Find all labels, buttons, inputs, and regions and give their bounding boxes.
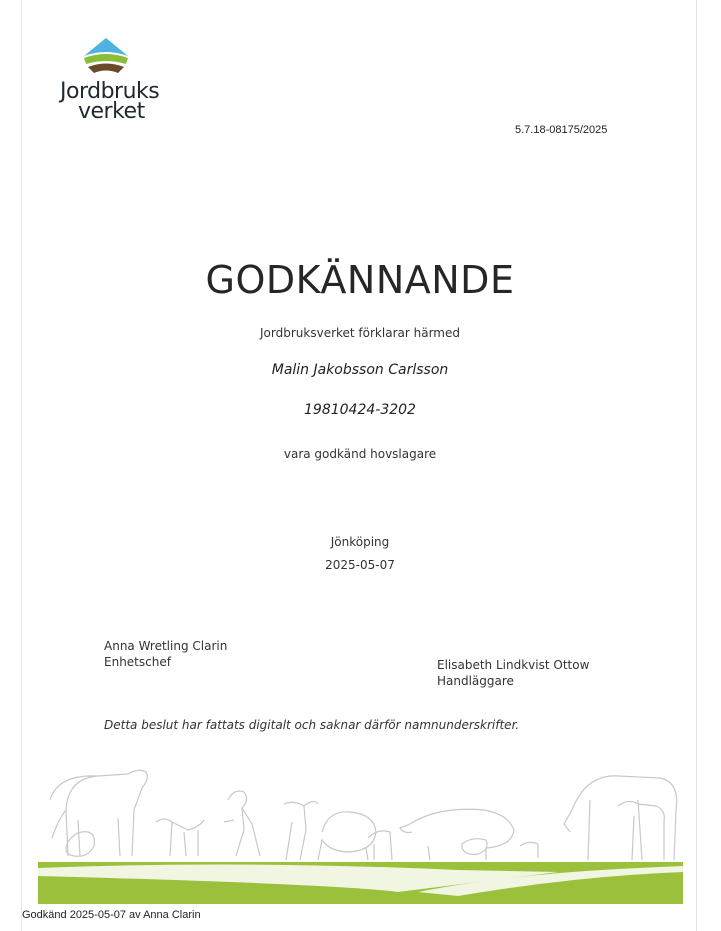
sheep-icon — [318, 812, 376, 860]
intro-text: Jordbruksverket förklarar härmed — [260, 326, 460, 340]
logo-mark-icon — [76, 38, 136, 82]
signatory-2-title: Handläggare — [437, 674, 514, 688]
page-title: GODKÄNNANDE — [205, 258, 515, 302]
lamb-icon — [368, 831, 392, 860]
cat-icon — [156, 819, 204, 856]
signatory-1-name: Anna Wretling Clarin — [104, 639, 228, 653]
signatory-1-title: Enhetschef — [104, 655, 171, 669]
farm-animals-illustration — [38, 760, 683, 870]
goat-icon — [284, 801, 318, 860]
place: Jönköping — [330, 535, 390, 549]
date: 2025-05-07 — [325, 558, 395, 572]
jordbruksverket-logo — [60, 38, 180, 128]
person-name: Malin Jakobsson Carlsson — [271, 362, 449, 378]
personal-number: 19810424-3202 — [304, 402, 416, 418]
signatory-2 — [437, 657, 589, 689]
digital-decision-notice: Detta beslut har fattats digitalt och saknar därför namnunderskrifter. — [104, 718, 520, 732]
document-page — [21, 0, 697, 931]
signatory-1 — [104, 638, 227, 670]
signatory-2-name: Elisabeth Lindkvist Ottow — [437, 658, 590, 672]
grass-field-graphic — [38, 862, 683, 904]
logo-line-1: Jordbruks — [60, 79, 160, 104]
pig-icon — [400, 809, 514, 860]
logo-wordmark — [60, 79, 160, 124]
horse-icon — [564, 776, 677, 860]
approval-footer: Godkänd 2025-05-07 av Anna Clarin — [22, 909, 201, 921]
document-number: 5.7.18-08175/2025 — [515, 124, 608, 136]
role-text: vara godkänd hovslagare — [283, 447, 437, 461]
dog-icon — [224, 791, 260, 856]
piglet-icon — [462, 839, 538, 858]
logo-line-2: verket — [78, 99, 145, 124]
cow-icon — [50, 770, 147, 856]
